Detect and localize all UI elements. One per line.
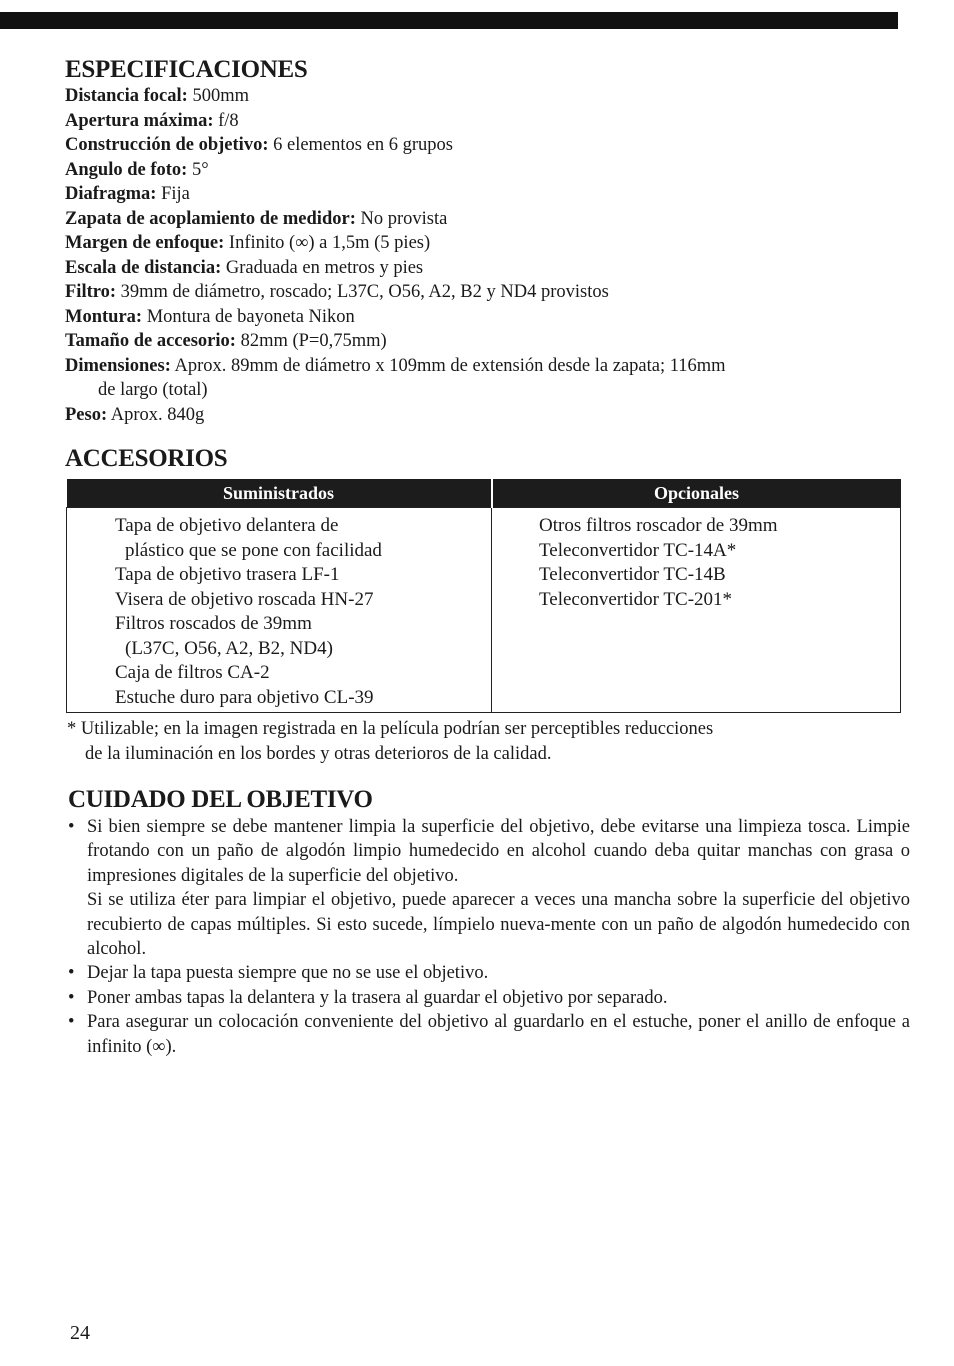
- supplied-item: (L37C, O56, A2, B2, ND4): [125, 637, 333, 659]
- care-item-4: Para asegurar un colocación conveniente del objetivo al guardarlo en el estuche, poner el anillo de enfoque a infinito (∞).: [87, 1012, 910, 1057]
- optional-item: Otros filtros roscador de 39mm: [539, 515, 778, 536]
- footnote-line-2: de la iluminación en los bordes y otras deterioros de la calidad.: [85, 743, 552, 764]
- spec-angle: Angulo de foto: 5°: [65, 159, 209, 180]
- list-item: [68, 961, 910, 985]
- care-item-2: Dejar la tapa puesta siempre que no se use el objetivo.: [87, 963, 489, 984]
- spec-dimensions: Dimensiones: Aprox. 89mm de diámetro x 109mm de extensión desde la zapata; 116mm de largo (total): [65, 354, 915, 403]
- care-item-3: Poner ambas tapas la delantera y la trasera al guardar el objetivo por separado.: [87, 987, 668, 1008]
- care-list: [68, 815, 910, 1059]
- spec-mount: Montura: Montura de bayoneta Nikon: [65, 306, 355, 327]
- bullet-icon: •: [68, 817, 75, 837]
- optional-item: Teleconvertidor TC-14A*: [539, 539, 737, 561]
- spec-weight: Peso: Aprox. 840g: [65, 404, 205, 425]
- accessories-table: [66, 479, 901, 713]
- spec-distance-scale: Escala de distancia: Graduada en metros y pies: [65, 257, 424, 278]
- spec-meter-coupling: Zapata de acoplamiento de medidor: No provista: [65, 208, 448, 229]
- list-item: [68, 1010, 910, 1059]
- optional-column-header: Opcionales: [492, 479, 901, 508]
- supplied-item: Tapa de objetivo delantera de: [115, 515, 339, 536]
- bullet-icon: •: [68, 987, 75, 1008]
- spec-focal-length: Distancia focal: 500mm: [65, 86, 249, 106]
- optional-cell: [492, 508, 901, 713]
- bullet-icon: •: [68, 963, 75, 984]
- spec-filter: Filtro: 39mm de diámetro, roscado; L37C, O56, A2, B2 y ND4 provistos: [65, 282, 609, 302]
- supplied-item: Caja de filtros CA-2: [115, 662, 270, 683]
- supplied-item: Visera de objetivo roscada HN-27: [115, 588, 374, 610]
- list-item: [68, 815, 910, 961]
- spec-dimensions-continuation: de largo (total): [98, 380, 208, 400]
- supplied-item: Estuche duro para objetivo CL-39: [115, 686, 374, 708]
- care-paragraph-2: Si se utiliza éter para limpiar el objetivo, puede aparecer a veces una mancha sobre la superficie del objetivo recubierto de capas múltiples. Si esto sucede, límpielo nueva-mente con un paño de algodón humedecido con alcohol.: [87, 890, 910, 960]
- care-paragraph-1: Si bien siempre se debe mantener limpia la superficie del objetivo, debe evitarse una limpieza tosca. Limpie frotando con un paño de algodón limpio humedecido en alcohol cuando deba quitar manchas con grasa o impresiones digitales de la superficie del objetivo.: [87, 817, 910, 886]
- accessories-footnote: [67, 717, 907, 766]
- specifications-heading: ESPECIFICACIONES: [65, 56, 308, 83]
- top-border-bar: [0, 12, 898, 29]
- spec-attachment-size: Tamaño de accesorio: 82mm (P=0,75mm): [65, 331, 387, 351]
- list-item: [68, 986, 910, 1010]
- spec-focus-range: Margen de enfoque: Infinito (∞) a 1,5m (5 pies): [65, 233, 431, 253]
- optional-item: Teleconvertidor TC-201*: [539, 588, 733, 610]
- footnote-line-1: * Utilizable; en la imagen registrada en la película podrían ser perceptibles reducciones: [67, 719, 714, 739]
- specifications-list: [65, 84, 915, 427]
- spec-max-aperture: Apertura máxima: f/8: [65, 110, 239, 131]
- optional-item: Teleconvertidor TC-14B: [539, 564, 726, 585]
- spec-construction: Construcción de objetivo: 6 elementos en 6 grupos: [65, 135, 453, 155]
- supplied-cell: [67, 508, 492, 713]
- supplied-column-header: Suministrados: [67, 479, 492, 508]
- accessories-heading: ACCESORIOS: [65, 445, 228, 472]
- care-heading: CUIDADO DEL OBJETIVO: [68, 786, 373, 813]
- spec-diaphragm: Diafragma: Fija: [65, 184, 190, 204]
- supplied-item: plástico que se pone con facilidad: [125, 539, 382, 561]
- bullet-icon: •: [68, 1012, 75, 1033]
- page-number: 24: [70, 1322, 90, 1344]
- supplied-item: Filtros roscados de 39mm: [115, 613, 312, 634]
- supplied-item: Tapa de objetivo trasera LF-1: [115, 564, 340, 585]
